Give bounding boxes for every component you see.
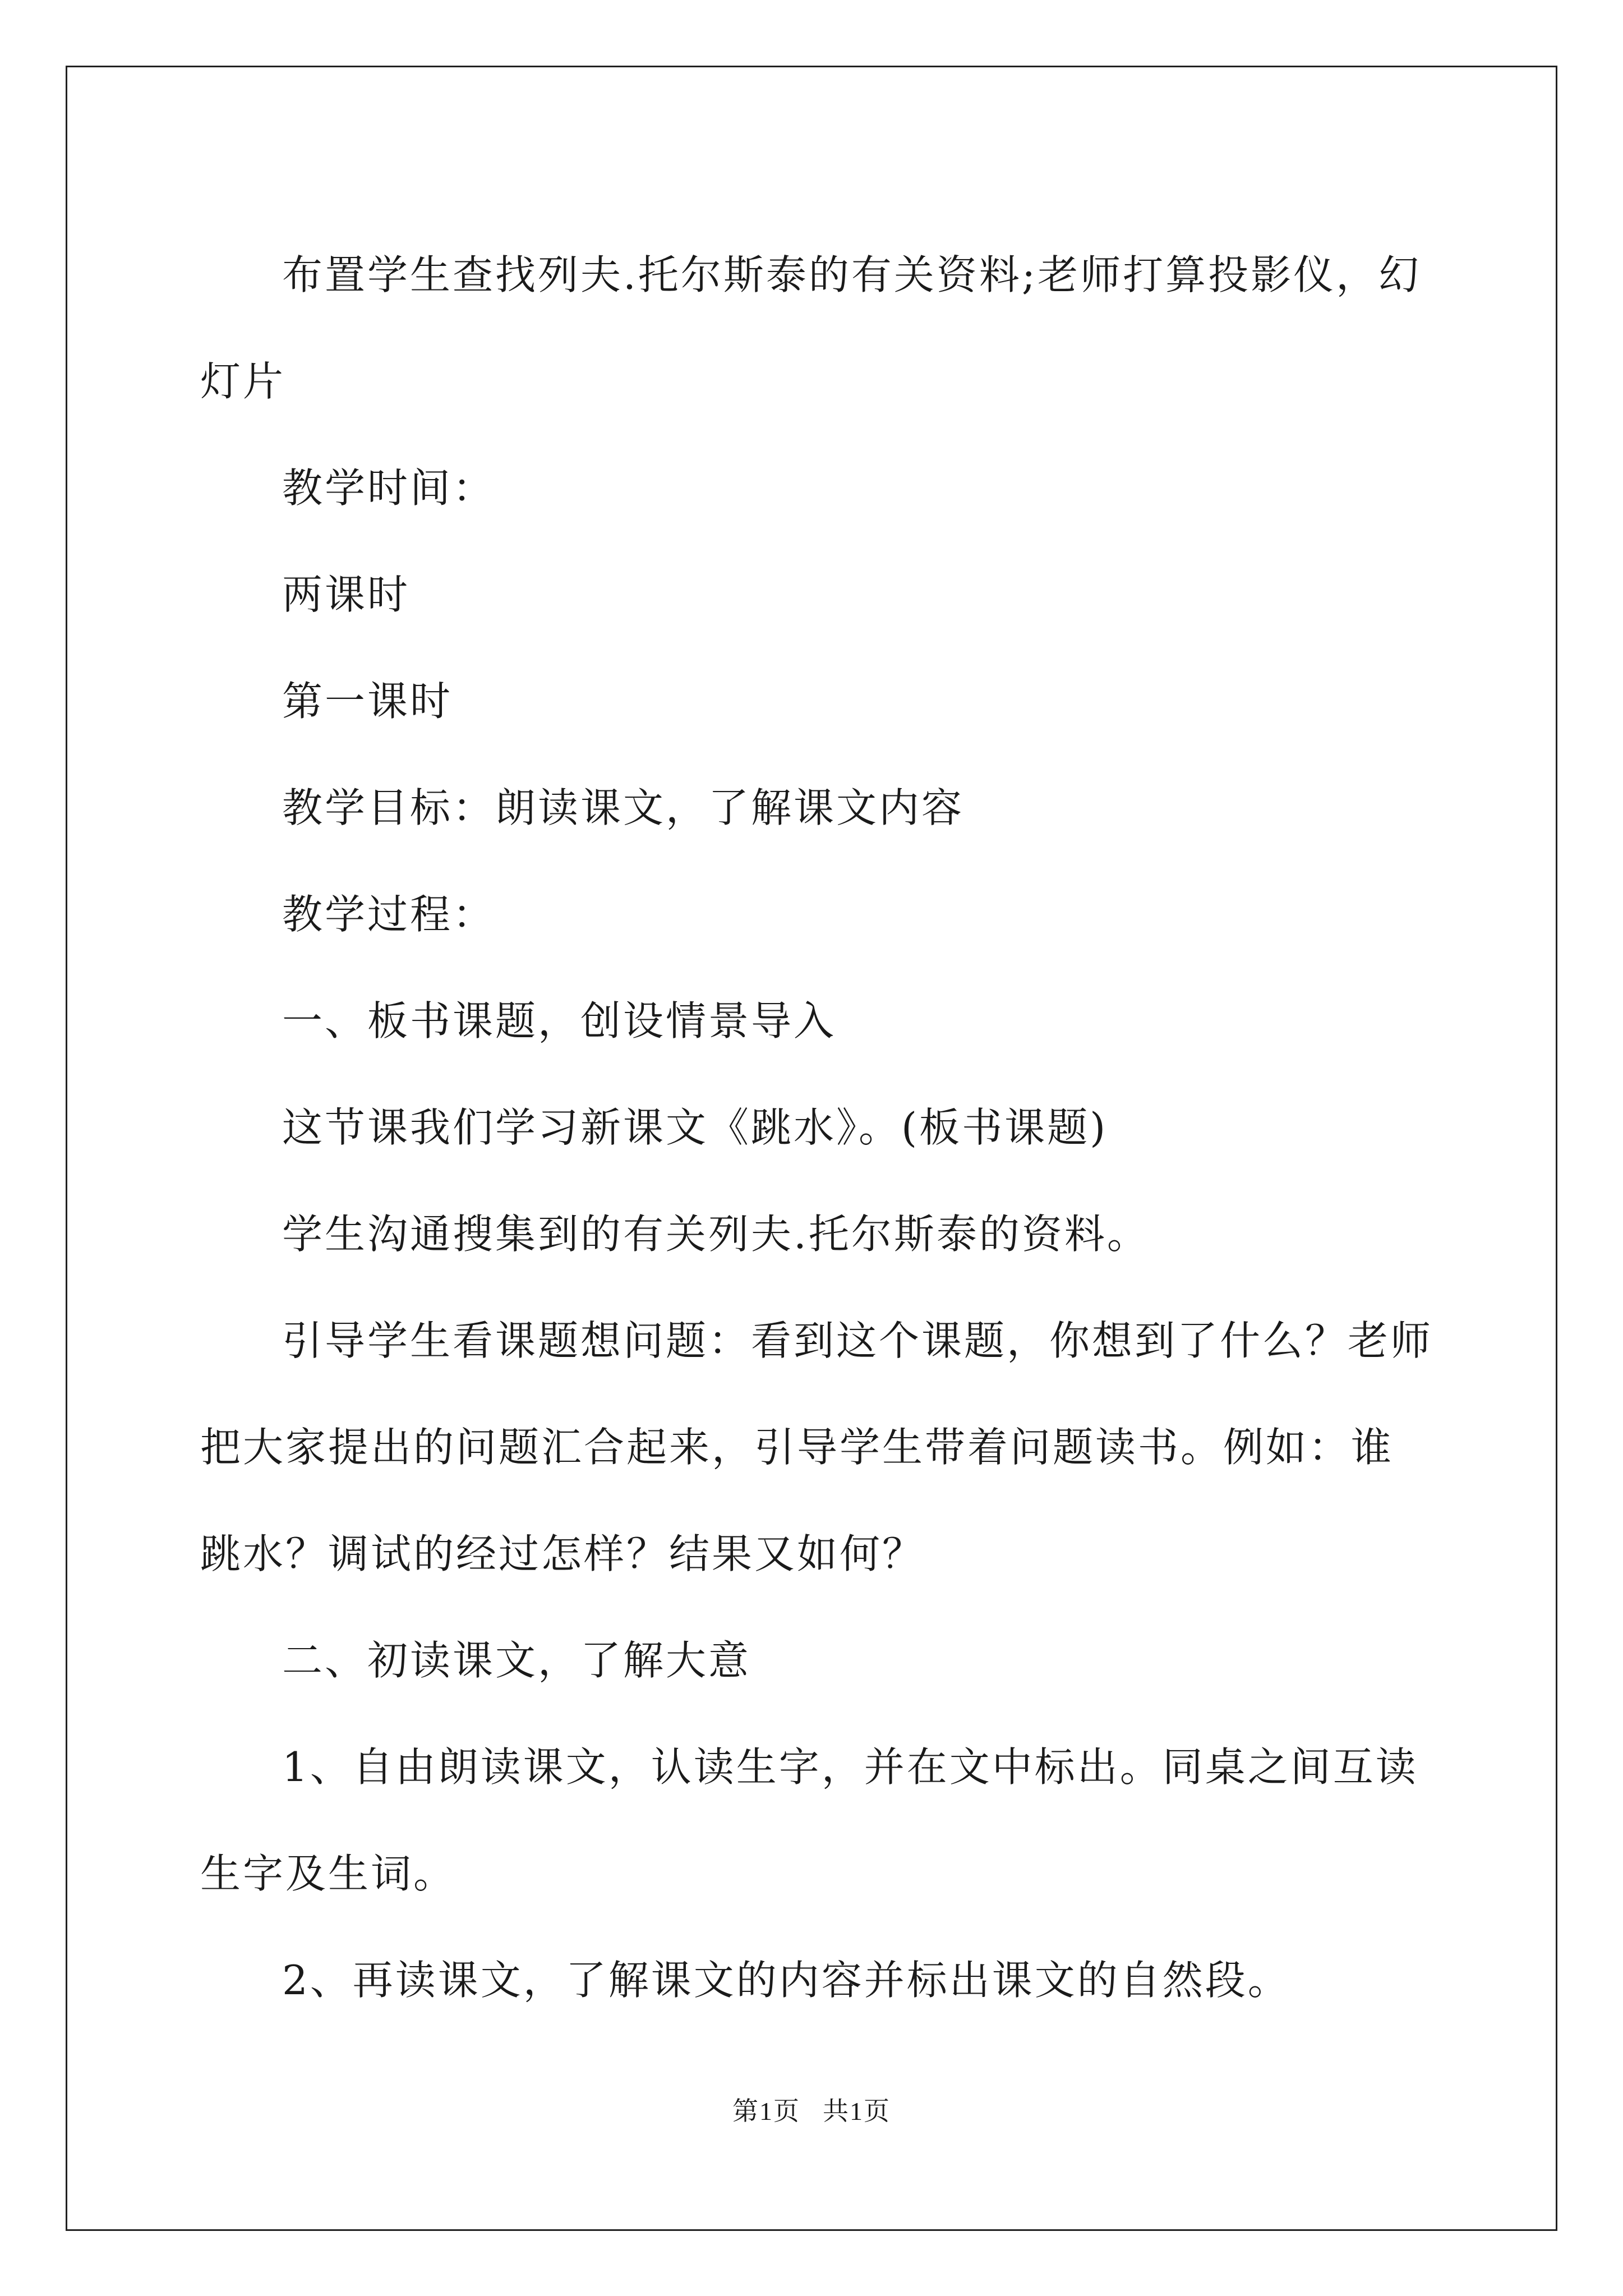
paragraph: 这节课我们学习新课文《跳水》。(板书课题) [282, 1104, 1108, 1151]
document-body [200, 222, 1434, 2033]
paragraph: 2、再读课文，了解课文的内容并标出课文的自然段。 [282, 1957, 1290, 2004]
paragraph: 布置学生查找列夫.托尔斯泰的有关资料;老师打算投影仪，幻灯片 [200, 251, 1422, 405]
paragraph: 教学时间： [282, 464, 496, 512]
paragraph: 教学过程： [282, 891, 496, 938]
paragraph: 1、自由朗读课文，认读生字，并在文中标出。同桌之间互读生字及生词。 [200, 1743, 1418, 1897]
paragraph: 教学目标：朗读课文，了解课文内容 [282, 784, 965, 831]
paragraph: 两课时 [282, 571, 411, 618]
paragraph: 一、板书课题，创设情景导入 [282, 997, 837, 1045]
paragraph: 二、初读课文，了解大意 [282, 1637, 751, 1684]
page-total: 共1页 [823, 2097, 891, 2125]
paragraph: 引导学生看课题想问题：看到这个课题，你想到了什么？老师把大家提出的问题汇合起来，引导学生带着问题读书。例如：谁跳水？调试的经过怎样？结果又如何？ [200, 1317, 1433, 1577]
page-number: 第1页 [732, 2097, 800, 2125]
page-footer [0, 2091, 1623, 2128]
paragraph: 第一课时 [282, 678, 453, 725]
paragraph: 学生沟通搜集到的有关列夫.托尔斯泰的资料。 [282, 1211, 1150, 1258]
